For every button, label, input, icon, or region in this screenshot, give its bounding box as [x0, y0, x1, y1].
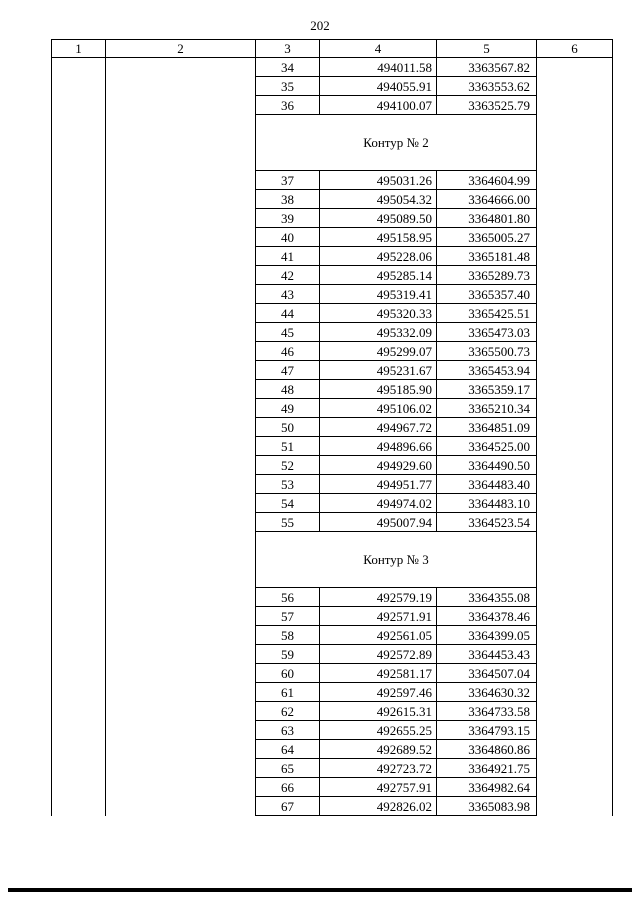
y-coordinate: 3365359.17 — [437, 380, 537, 399]
point-number: 63 — [256, 721, 320, 740]
point-number: 50 — [256, 418, 320, 437]
point-number: 55 — [256, 513, 320, 532]
point-number: 51 — [256, 437, 320, 456]
point-number: 41 — [256, 247, 320, 266]
point-number: 37 — [256, 171, 320, 190]
point-number: 46 — [256, 342, 320, 361]
point-number: 58 — [256, 626, 320, 645]
point-number: 38 — [256, 190, 320, 209]
point-number: 53 — [256, 475, 320, 494]
point-number: 35 — [256, 77, 320, 96]
point-number: 64 — [256, 740, 320, 759]
point-number: 47 — [256, 361, 320, 380]
table-row — [52, 58, 613, 77]
y-coordinate: 3363553.62 — [437, 77, 537, 96]
x-coordinate: 494974.02 — [320, 494, 437, 513]
y-coordinate: 3364523.54 — [437, 513, 537, 532]
point-number: 45 — [256, 323, 320, 342]
col-6-blank — [537, 58, 613, 816]
y-coordinate: 3364483.40 — [437, 475, 537, 494]
col-2-blank — [106, 58, 256, 816]
x-coordinate: 494929.60 — [320, 456, 437, 475]
point-number: 42 — [256, 266, 320, 285]
x-coordinate: 495007.94 — [320, 513, 437, 532]
page-number: 202 — [310, 18, 330, 33]
col-1-blank — [52, 58, 106, 816]
point-number: 66 — [256, 778, 320, 797]
point-number: 57 — [256, 607, 320, 626]
y-coordinate: 3364666.00 — [437, 190, 537, 209]
y-coordinate: 3364378.46 — [437, 607, 537, 626]
point-number: 40 — [256, 228, 320, 247]
y-coordinate: 3365083.98 — [437, 797, 537, 816]
x-coordinate: 494951.77 — [320, 475, 437, 494]
y-coordinate: 3365473.03 — [437, 323, 537, 342]
y-coordinate: 3364793.15 — [437, 721, 537, 740]
x-coordinate: 495332.09 — [320, 323, 437, 342]
header-col-3: 3 — [256, 40, 320, 58]
header-col-1: 1 — [52, 40, 106, 58]
header-col-2: 2 — [106, 40, 256, 58]
point-number: 48 — [256, 380, 320, 399]
x-coordinate: 492581.17 — [320, 664, 437, 683]
y-coordinate: 3364483.10 — [437, 494, 537, 513]
y-coordinate: 3364801.80 — [437, 209, 537, 228]
y-coordinate: 3364507.04 — [437, 664, 537, 683]
y-coordinate: 3364355.08 — [437, 588, 537, 607]
point-number: 52 — [256, 456, 320, 475]
x-coordinate: 494967.72 — [320, 418, 437, 437]
y-coordinate: 3364860.86 — [437, 740, 537, 759]
x-coordinate: 495031.26 — [320, 171, 437, 190]
point-number: 39 — [256, 209, 320, 228]
y-coordinate: 3365289.73 — [437, 266, 537, 285]
point-number: 34 — [256, 58, 320, 77]
y-coordinate: 3364399.05 — [437, 626, 537, 645]
y-coordinate: 3364851.09 — [437, 418, 537, 437]
point-number: 65 — [256, 759, 320, 778]
point-number: 61 — [256, 683, 320, 702]
y-coordinate: 3365500.73 — [437, 342, 537, 361]
x-coordinate: 492571.91 — [320, 607, 437, 626]
y-coordinate: 3364604.99 — [437, 171, 537, 190]
y-coordinate: 3364490.50 — [437, 456, 537, 475]
x-coordinate: 495228.06 — [320, 247, 437, 266]
x-coordinate: 492579.19 — [320, 588, 437, 607]
bottom-rule — [8, 888, 632, 892]
x-coordinate: 494011.58 — [320, 58, 437, 77]
point-number: 49 — [256, 399, 320, 418]
contour-label: Контур № 3 — [256, 532, 537, 588]
coordinates-table — [51, 39, 613, 816]
x-coordinate: 495320.33 — [320, 304, 437, 323]
point-number: 44 — [256, 304, 320, 323]
table-body — [52, 58, 613, 816]
point-number: 60 — [256, 664, 320, 683]
y-coordinate: 3365210.34 — [437, 399, 537, 418]
y-coordinate: 3364630.32 — [437, 683, 537, 702]
y-coordinate: 3363525.79 — [437, 96, 537, 115]
x-coordinate: 494100.07 — [320, 96, 437, 115]
x-coordinate: 492561.05 — [320, 626, 437, 645]
y-coordinate: 3364733.58 — [437, 702, 537, 721]
y-coordinate: 3364453.43 — [437, 645, 537, 664]
x-coordinate: 495089.50 — [320, 209, 437, 228]
x-coordinate: 495231.67 — [320, 361, 437, 380]
point-number: 56 — [256, 588, 320, 607]
x-coordinate: 492723.72 — [320, 759, 437, 778]
header-col-5: 5 — [437, 40, 537, 58]
x-coordinate: 492572.89 — [320, 645, 437, 664]
point-number: 67 — [256, 797, 320, 816]
header-col-4: 4 — [320, 40, 437, 58]
x-coordinate: 492757.91 — [320, 778, 437, 797]
point-number: 43 — [256, 285, 320, 304]
y-coordinate: 3365005.27 — [437, 228, 537, 247]
header-row — [52, 40, 613, 58]
y-coordinate: 3364921.75 — [437, 759, 537, 778]
point-number: 59 — [256, 645, 320, 664]
y-coordinate: 3365181.48 — [437, 247, 537, 266]
y-coordinate: 3363567.82 — [437, 58, 537, 77]
point-number: 54 — [256, 494, 320, 513]
x-coordinate: 492689.52 — [320, 740, 437, 759]
x-coordinate: 495299.07 — [320, 342, 437, 361]
point-number: 36 — [256, 96, 320, 115]
y-coordinate: 3364982.64 — [437, 778, 537, 797]
contour-label: Контур № 2 — [256, 115, 537, 171]
x-coordinate: 494055.91 — [320, 77, 437, 96]
x-coordinate: 495158.95 — [320, 228, 437, 247]
y-coordinate: 3365425.51 — [437, 304, 537, 323]
x-coordinate: 492615.31 — [320, 702, 437, 721]
x-coordinate: 495106.02 — [320, 399, 437, 418]
y-coordinate: 3365453.94 — [437, 361, 537, 380]
y-coordinate: 3365357.40 — [437, 285, 537, 304]
x-coordinate: 492826.02 — [320, 797, 437, 816]
x-coordinate: 494896.66 — [320, 437, 437, 456]
x-coordinate: 495319.41 — [320, 285, 437, 304]
x-coordinate: 492597.46 — [320, 683, 437, 702]
y-coordinate: 3364525.00 — [437, 437, 537, 456]
x-coordinate: 495185.90 — [320, 380, 437, 399]
x-coordinate: 495054.32 — [320, 190, 437, 209]
header-col-6: 6 — [537, 40, 613, 58]
x-coordinate: 492655.25 — [320, 721, 437, 740]
point-number: 62 — [256, 702, 320, 721]
x-coordinate: 495285.14 — [320, 266, 437, 285]
